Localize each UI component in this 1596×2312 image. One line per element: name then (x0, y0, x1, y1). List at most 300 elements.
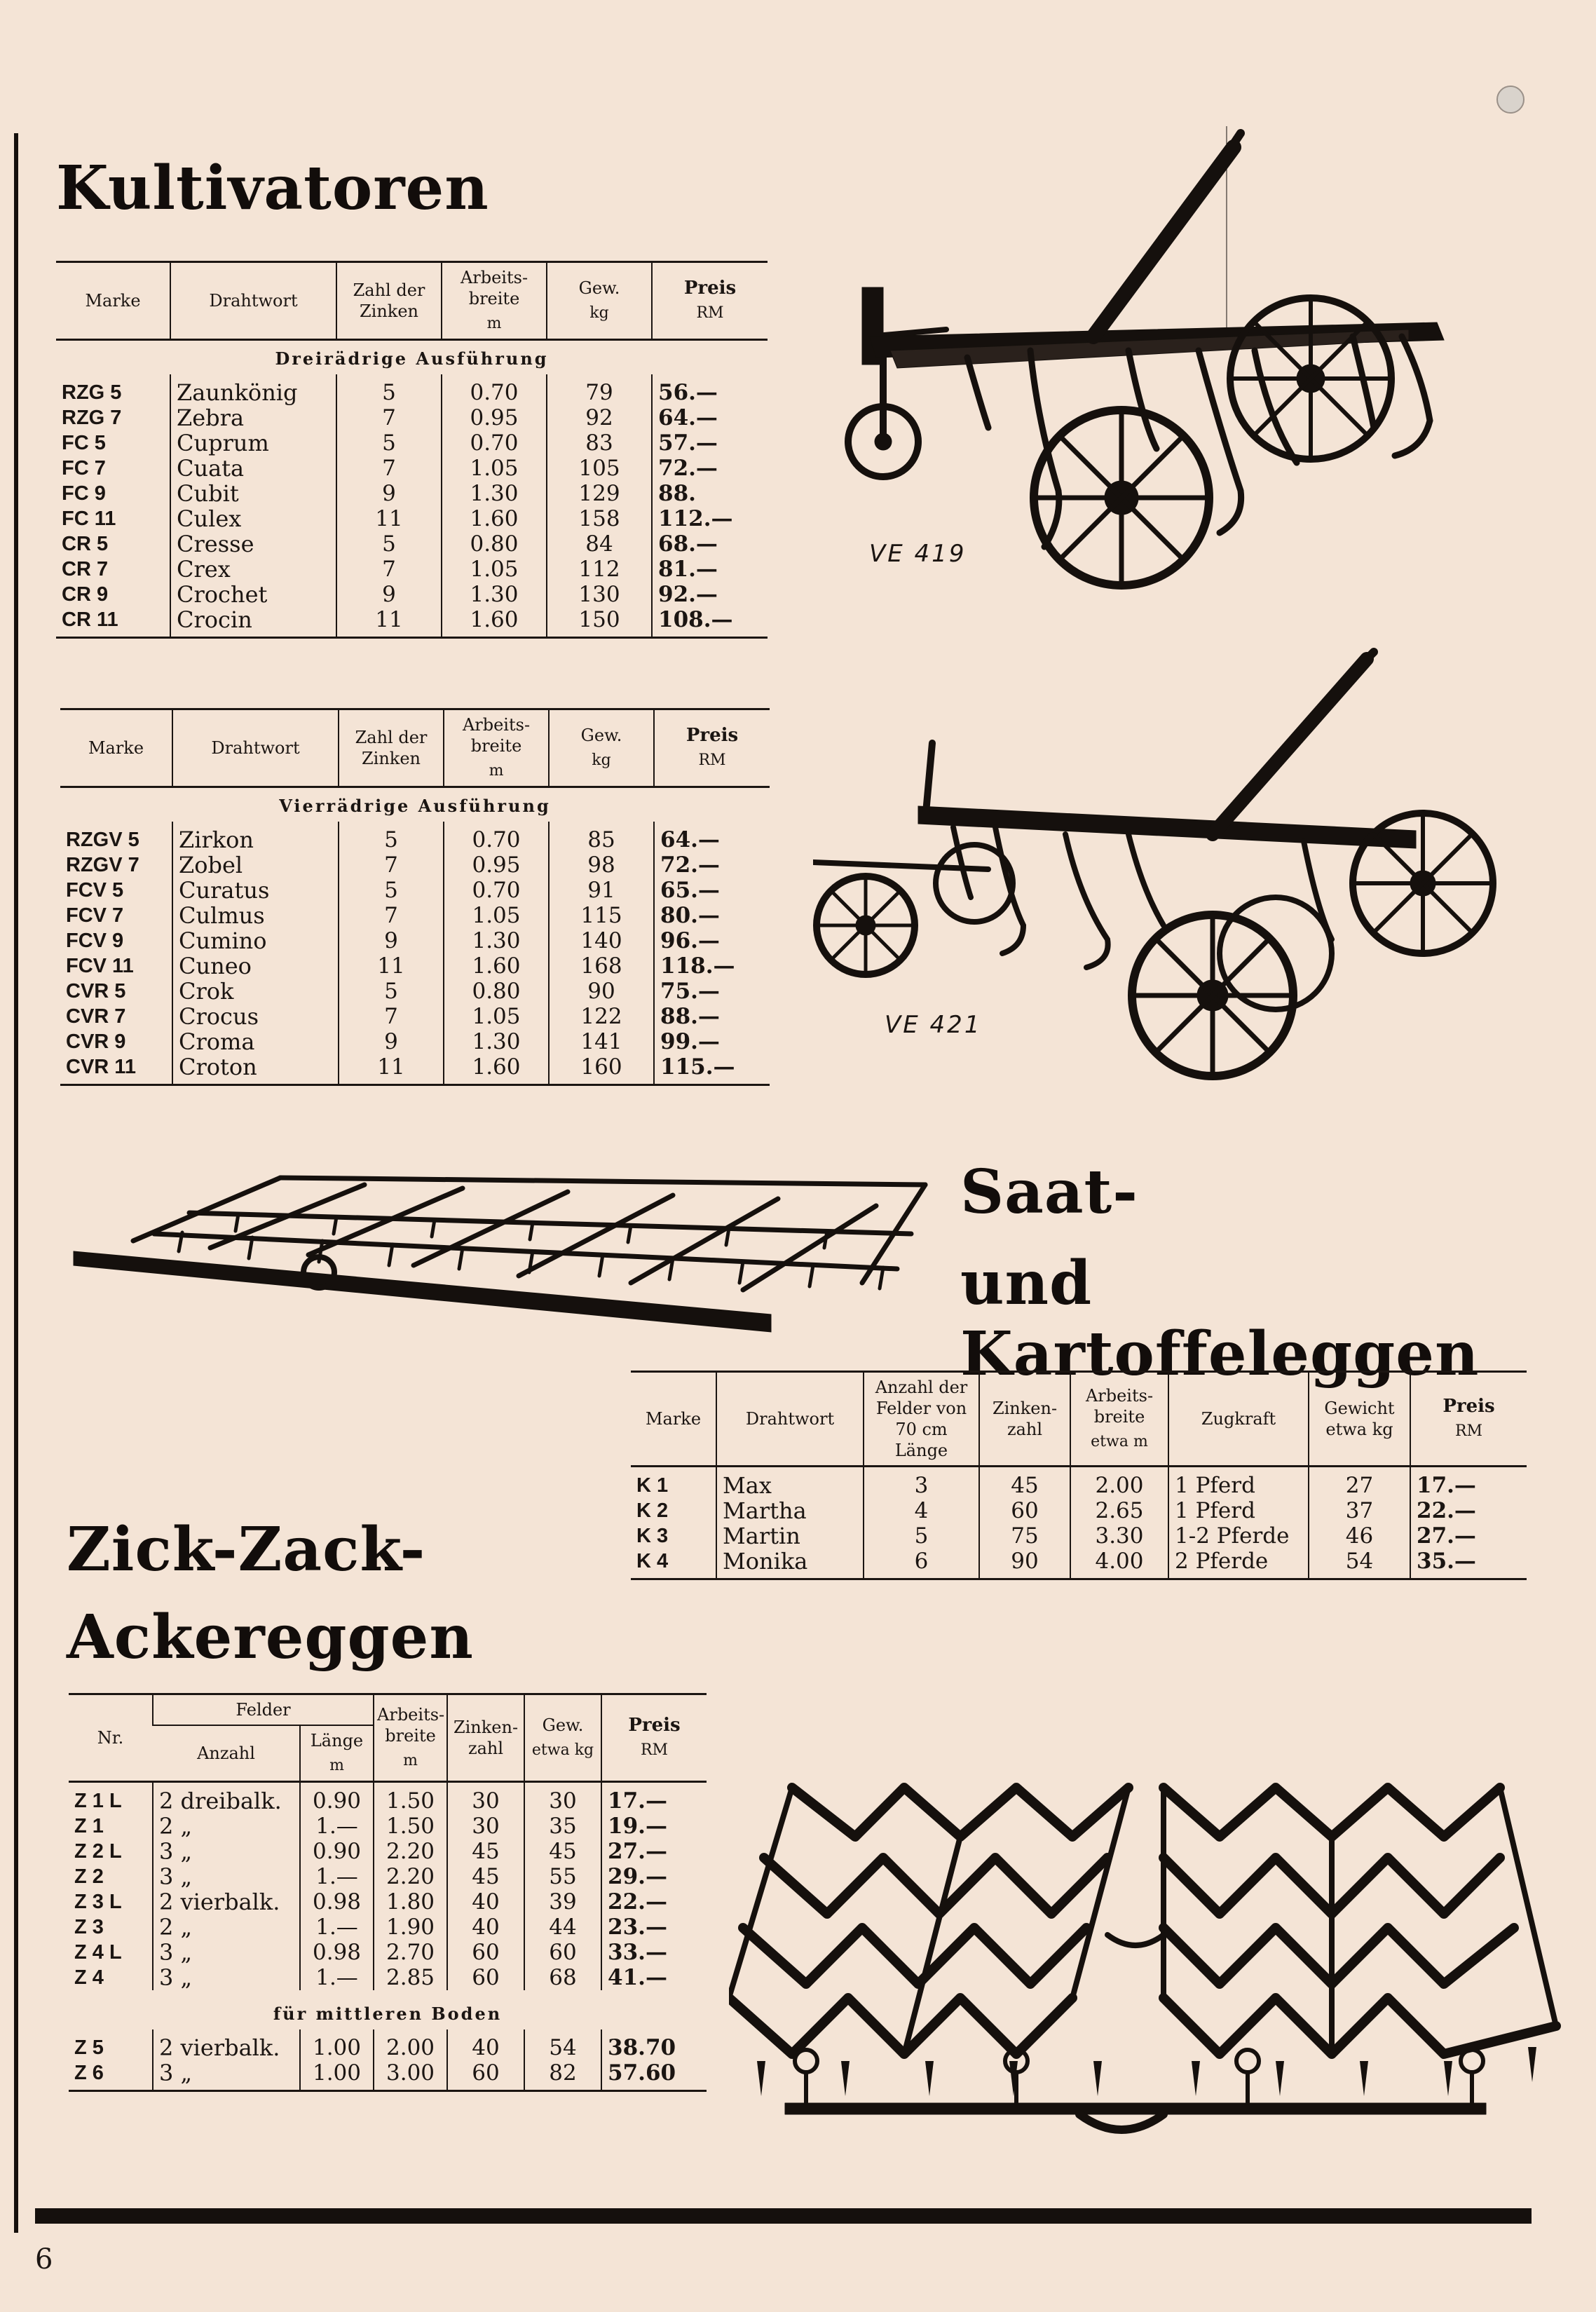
table-cell: 11 (339, 953, 444, 979)
table-cell: K 3 (636, 1525, 669, 1547)
table-cell: 64.— (652, 405, 768, 430)
table-cell: 1.50 (374, 1814, 447, 1839)
table-cell: 0.95 (444, 852, 549, 878)
table-cell: Crocus (172, 1004, 339, 1029)
table-cell: 1.50 (374, 1782, 447, 1814)
table-row (56, 374, 768, 405)
col-breite: Arbeits-breite m (444, 709, 549, 787)
table-cell: 35 (524, 1814, 601, 1839)
table-cell: 1.90 (374, 1915, 447, 1940)
col-felder: Anzahl der Felder von 70 cm Länge (864, 1372, 979, 1467)
table-cell: 1.— (300, 1814, 374, 1839)
table-cell: 5 (339, 878, 444, 903)
table-cell: Z 3 (74, 1916, 104, 1938)
table-cell: 1.05 (442, 557, 547, 582)
table-cell: 1.60 (442, 607, 547, 638)
table-cell: 2.20 (374, 1864, 447, 1889)
table-row (60, 903, 770, 928)
table-cell: 4 (864, 1498, 979, 1523)
table-cell: 0.70 (442, 430, 547, 456)
zigzag-harrow-image (729, 1767, 1570, 2180)
table-row (56, 607, 768, 638)
table-cell: 60 (447, 2060, 524, 2091)
caption-ve421: VE 421 (885, 1011, 982, 1039)
table-cell: 68.— (652, 531, 768, 557)
table-cell: 7 (339, 903, 444, 928)
table-cell: 0.70 (444, 822, 549, 852)
table-cell: 7 (336, 405, 442, 430)
table-cell: 68 (524, 1965, 601, 1990)
table-row (60, 979, 770, 1004)
table-cell: RZGV 7 (66, 854, 139, 876)
col-drahtwort: Drahtwort (172, 709, 339, 787)
table-row (631, 1498, 1527, 1523)
table-cell: 1.05 (442, 456, 547, 481)
table-cell: 9 (336, 481, 442, 506)
table-cell: Max (716, 1467, 864, 1499)
table-cell: 19.— (601, 1814, 707, 1839)
table-row (60, 1054, 770, 1085)
table-cell: 7 (339, 1004, 444, 1029)
table-row (60, 822, 770, 852)
saateggen-table (631, 1371, 1527, 1580)
table-cell: CR 7 (62, 558, 109, 580)
table-cell: 84 (547, 531, 652, 557)
table-cell: 33.— (601, 1940, 707, 1965)
table-row (60, 1029, 770, 1054)
col-marke: Marke (56, 262, 170, 340)
table-cell: 5 (339, 822, 444, 852)
table-cell: Cuata (170, 456, 336, 481)
table-cell: 1.80 (374, 1889, 447, 1915)
table-cell: K 4 (631, 1549, 716, 1579)
table-cell: 2 vierbalk. (153, 2029, 300, 2060)
table-cell: 115.— (654, 1054, 770, 1085)
table-cell: 40 (447, 1915, 524, 1940)
table-cell: 115 (549, 903, 654, 928)
table-cell: 81.— (652, 557, 768, 582)
table-cell: 2 Pferde (1168, 1549, 1309, 1579)
table-row (56, 506, 768, 531)
table-cell: 92.— (652, 582, 768, 607)
table-cell: 3 „ (153, 1864, 300, 1889)
table-cell: 1.30 (444, 1029, 549, 1054)
table-row (631, 1549, 1527, 1579)
table-cell: Z 6 (69, 2060, 153, 2091)
table-row (60, 852, 770, 878)
table-cell: 108.— (652, 607, 768, 638)
table-cell: Culmus (172, 903, 339, 928)
zz-table-body2 (69, 2029, 707, 2091)
table-cell: 75 (979, 1523, 1070, 1549)
col-laenge: Länge m (300, 1725, 374, 1782)
table-cell: 57.— (652, 430, 768, 456)
table-cell: 23.— (601, 1915, 707, 1940)
table-cell: Z 2 (74, 1865, 104, 1888)
table-cell: Crocin (170, 607, 336, 638)
table-cell: FC 7 (62, 457, 106, 480)
section-label: für mittleren Boden (273, 2004, 503, 2024)
table-row (56, 582, 768, 607)
table-cell: Z 1 (74, 1815, 104, 1837)
table-cell: Martin (716, 1523, 864, 1549)
table-cell: 130 (547, 582, 652, 607)
table-row (56, 405, 768, 430)
col-drahtwort: Drahtwort (170, 262, 336, 340)
table-row (69, 2060, 707, 2091)
table-row (69, 1915, 707, 1940)
table-cell: 85 (549, 822, 654, 852)
table-cell: 129 (547, 481, 652, 506)
saat-title-line2: und Kartoffeleggen (960, 1248, 1480, 1389)
table-cell: CVR 11 (60, 1054, 172, 1085)
table-cell: 17.— (1410, 1467, 1527, 1499)
table-cell: Zebra (170, 405, 336, 430)
table-cell: 54 (524, 2029, 601, 2060)
table-cell: FC 11 (62, 508, 116, 530)
table-cell: CR 11 (56, 607, 170, 638)
table-cell: 40 (447, 2029, 524, 2060)
table-cell: 2.65 (1070, 1498, 1168, 1523)
col-anzahl: Anzahl (153, 1725, 300, 1782)
table-cell: 3 (864, 1467, 979, 1499)
table-cell: FCV 9 (66, 930, 124, 952)
table-cell: 45 (447, 1864, 524, 1889)
table-cell: 2 „ (153, 1915, 300, 1940)
table-row (631, 1467, 1527, 1499)
kult-table1-body (56, 374, 768, 638)
table-cell: 0.80 (444, 979, 549, 1004)
table-cell: 27.— (1410, 1523, 1527, 1549)
table-cell: FC 5 (62, 432, 106, 454)
table-cell: 141 (549, 1029, 654, 1054)
table-cell: 2.70 (374, 1940, 447, 1965)
table-cell: 2 vierbalk. (153, 1889, 300, 1915)
table-row (69, 1965, 707, 1990)
table-cell: 5 (339, 979, 444, 1004)
table-row (69, 2029, 707, 2060)
table-row (60, 928, 770, 953)
section-label: Dreirädrige Ausführung (275, 348, 549, 369)
table-cell: 0.70 (444, 878, 549, 903)
zickzack-table (69, 1693, 707, 2092)
table-cell: 2.20 (374, 1839, 447, 1864)
table-cell: 9 (336, 582, 442, 607)
table-cell: FC 9 (62, 482, 106, 505)
table-cell: 11 (339, 1054, 444, 1085)
table-cell: 1 Pferd (1168, 1467, 1309, 1499)
table-cell: RZG 7 (62, 407, 122, 429)
table-cell: 1.30 (442, 582, 547, 607)
table-cell: 88.— (654, 1004, 770, 1029)
table-cell: 150 (547, 607, 652, 638)
col-gewicht: Gewicht etwa kg (1309, 1372, 1410, 1467)
table-row (69, 1782, 707, 1814)
table-cell: 6 (864, 1549, 979, 1579)
table-cell: 1.— (300, 1965, 374, 1990)
table-cell: 3.30 (1070, 1523, 1168, 1549)
col-zinken: Zinken-zahl (447, 1694, 524, 1782)
table-cell: 99.— (654, 1029, 770, 1054)
table-cell: Cubit (170, 481, 336, 506)
table-cell: Z 2 L (74, 1840, 122, 1863)
punch-hole (1496, 86, 1525, 114)
table-cell: 105 (547, 456, 652, 481)
table-cell: 0.90 (300, 1782, 374, 1814)
table-row (56, 481, 768, 506)
table-cell: 60 (524, 1940, 601, 1965)
table-cell: 22.— (601, 1889, 707, 1915)
zickzack-title-line1: Zick-Zack- (67, 1514, 426, 1585)
table-cell: 1 Pferd (1168, 1498, 1309, 1523)
table-cell: 5 (336, 531, 442, 557)
table-cell: 5 (336, 430, 442, 456)
table-cell: CR 5 (62, 533, 109, 555)
table-row (69, 1864, 707, 1889)
table-cell: 41.— (601, 1965, 707, 1990)
table-cell: 54 (1309, 1549, 1410, 1579)
table-cell: 158 (547, 506, 652, 531)
table-cell: 37 (1309, 1498, 1410, 1523)
page-number: 6 (35, 2243, 53, 2276)
kultivatoren-table-dreiraedrig (56, 261, 768, 639)
table-cell: 60 (447, 1965, 524, 1990)
table-cell: 1.60 (444, 953, 549, 979)
table-cell: 91 (549, 878, 654, 903)
table-cell: 90 (979, 1549, 1070, 1579)
table-cell: 160 (549, 1054, 654, 1085)
col-drahtwort: Drahtwort (716, 1372, 864, 1467)
table-cell: FCV 5 (66, 879, 124, 902)
table-cell: RZGV 5 (66, 829, 139, 851)
table-cell: 4.00 (1070, 1549, 1168, 1579)
table-cell: 64.— (654, 822, 770, 852)
table-cell: 5 (336, 374, 442, 405)
table-cell: 65.— (654, 878, 770, 903)
col-gew: Gew. kg (549, 709, 654, 787)
col-zinken: Zahl der Zinken (339, 709, 444, 787)
table-cell: 11 (336, 607, 442, 638)
caption-ve419: VE 419 (869, 540, 967, 568)
table-cell: 3 „ (153, 1965, 300, 1990)
col-preis: Preis RM (652, 262, 768, 340)
table-row (56, 456, 768, 481)
table-cell: Martha (716, 1498, 864, 1523)
table-cell: 1.60 (442, 506, 547, 531)
col-breite: Arbeits-breite m (374, 1694, 447, 1782)
table-cell: Z 4 L (74, 1941, 122, 1964)
table-cell: 3 „ (153, 1839, 300, 1864)
table-cell: Z 1 L (74, 1790, 122, 1812)
table-cell: CVR 5 (66, 980, 126, 1002)
table-cell: 80.— (654, 903, 770, 928)
table-cell: 39 (524, 1889, 601, 1915)
table-cell: Crochet (170, 582, 336, 607)
col-preis: Preis RM (601, 1694, 707, 1782)
table-row (60, 1004, 770, 1029)
table-cell: K 1 (636, 1474, 669, 1497)
table-cell: 35.— (1410, 1549, 1527, 1579)
col-preis: Preis RM (1410, 1372, 1527, 1467)
table-cell: 72.— (652, 456, 768, 481)
table-cell: 2 dreibalk. (153, 1782, 300, 1814)
table-cell: Zaunkönig (170, 374, 336, 405)
zz-table-body1 (69, 1782, 707, 1991)
table-cell: 30 (447, 1814, 524, 1839)
col-felder: Felder (153, 1694, 374, 1726)
table-cell: Z 5 (74, 2036, 104, 2059)
table-row (56, 531, 768, 557)
table-cell: Croton (172, 1054, 339, 1085)
table-cell: 40 (447, 1889, 524, 1915)
col-gew: Gew. etwa kg (524, 1694, 601, 1782)
table-cell: 90 (549, 979, 654, 1004)
table-cell: Z 4 (74, 1966, 104, 1989)
table-row (60, 953, 770, 979)
seed-harrow-image (70, 1164, 946, 1346)
table-cell: Curatus (172, 878, 339, 903)
col-gew: Gew. kg (547, 262, 652, 340)
table-cell: 3 „ (153, 1940, 300, 1965)
table-cell: Cumino (172, 928, 339, 953)
saat-title-line1: Saat- (960, 1157, 1138, 1228)
table-cell: 168 (549, 953, 654, 979)
section-label: Vierrädrige Ausführung (279, 796, 551, 816)
table-cell: 7 (336, 456, 442, 481)
table-cell: 79 (547, 374, 652, 405)
table-cell: 11 (336, 506, 442, 531)
table-cell: CR 9 (62, 583, 109, 606)
table-cell: 0.98 (300, 1889, 374, 1915)
table-cell: 112.— (652, 506, 768, 531)
table-cell: Crok (172, 979, 339, 1004)
table-cell: 75.— (654, 979, 770, 1004)
table-cell: 98 (549, 852, 654, 878)
table-cell: 1.00 (300, 2029, 374, 2060)
table-row (56, 557, 768, 582)
table-cell: 0.90 (300, 1839, 374, 1864)
table-cell: 0.95 (442, 405, 547, 430)
col-zugkraft: Zugkraft (1168, 1372, 1309, 1467)
table-cell: 30 (524, 1782, 601, 1814)
table-row (69, 1814, 707, 1839)
col-breite: Arbeits-breite m (442, 262, 547, 340)
table-cell: 2 „ (153, 1814, 300, 1839)
table-cell: 1.30 (444, 928, 549, 953)
table-cell: 1.05 (444, 1004, 549, 1029)
table-cell: 29.— (601, 1864, 707, 1889)
table-cell: 1.— (300, 1915, 374, 1940)
table-cell: 60 (979, 1498, 1070, 1523)
table-row (69, 1940, 707, 1965)
col-zinken: Zinken-zahl (979, 1372, 1070, 1467)
table-cell: Cresse (170, 531, 336, 557)
table-cell: RZG 5 (62, 381, 122, 404)
kultivatoren-table-vierraedrig (60, 708, 770, 1086)
col-breite: Arbeits-breite etwa m (1070, 1372, 1168, 1467)
table-cell: 140 (549, 928, 654, 953)
table-cell: FCV 11 (66, 955, 134, 977)
table-cell: 118.— (654, 953, 770, 979)
table-cell: 30 (447, 1782, 524, 1814)
table-cell: 88. (652, 481, 768, 506)
table-cell: 27.— (601, 1839, 707, 1864)
kultivatoren-title: Kultivatoren (56, 153, 489, 224)
kult-table2-body (60, 822, 770, 1085)
table-cell: Culex (170, 506, 336, 531)
table-cell: 83 (547, 430, 652, 456)
table-cell: 17.— (601, 1782, 707, 1814)
table-cell: 45 (447, 1839, 524, 1864)
zickzack-title-line2: Ackereggen (67, 1602, 474, 1673)
table-cell: Zirkon (172, 822, 339, 852)
table-row (69, 1839, 707, 1864)
table-cell: Crex (170, 557, 336, 582)
table-row (56, 430, 768, 456)
table-cell: 2.00 (1070, 1467, 1168, 1499)
table-cell: 45 (524, 1839, 601, 1864)
table-cell: 0.98 (300, 1940, 374, 1965)
table-cell: 60 (447, 1940, 524, 1965)
table-cell: 9 (339, 928, 444, 953)
table-cell: Z 3 L (74, 1891, 122, 1913)
table-cell: 0.80 (442, 531, 547, 557)
table-cell: 1.00 (300, 2060, 374, 2091)
table-cell: 2.00 (374, 2029, 447, 2060)
table-cell: 1.— (300, 1864, 374, 1889)
table-cell: 22.— (1410, 1498, 1527, 1523)
table-cell: Croma (172, 1029, 339, 1054)
table-cell: 7 (336, 557, 442, 582)
table-cell: Monika (716, 1549, 864, 1579)
table-cell: 38.70 (601, 2029, 707, 2060)
table-cell: 45 (979, 1467, 1070, 1499)
table-cell: Zobel (172, 852, 339, 878)
table-cell: FCV 7 (66, 904, 124, 927)
table-cell: 1.30 (442, 481, 547, 506)
table-cell: 7 (339, 852, 444, 878)
col-preis: Preis RM (654, 709, 770, 787)
table-cell: CVR 7 (66, 1005, 126, 1028)
saat-table-body (631, 1467, 1527, 1579)
table-row (69, 1889, 707, 1915)
table-cell: 82 (524, 2060, 601, 2091)
table-cell: Cuprum (170, 430, 336, 456)
col-zinken: Zahl der Zinken (336, 262, 442, 340)
col-nr: Nr. (69, 1694, 153, 1782)
table-cell: 3 „ (153, 2060, 300, 2091)
table-cell: 55 (524, 1864, 601, 1889)
col-marke: Marke (631, 1372, 716, 1467)
table-cell: 46 (1309, 1523, 1410, 1549)
left-border-line (14, 133, 18, 2233)
table-cell: 92 (547, 405, 652, 430)
table-cell: 3.00 (374, 2060, 447, 2091)
table-row (631, 1523, 1527, 1549)
three-wheel-cultivator-image (806, 126, 1521, 603)
table-cell: K 2 (636, 1500, 669, 1522)
table-cell: 9 (339, 1029, 444, 1054)
table-cell: CVR 9 (66, 1031, 126, 1053)
bottom-border-line (35, 2208, 1532, 2224)
table-cell: 1.60 (444, 1054, 549, 1085)
table-cell: 1-2 Pferde (1168, 1523, 1309, 1549)
table-cell: 5 (864, 1523, 979, 1549)
table-cell: Cuneo (172, 953, 339, 979)
table-cell: 1.05 (444, 903, 549, 928)
table-cell: 56.— (652, 374, 768, 405)
table-cell: 122 (549, 1004, 654, 1029)
